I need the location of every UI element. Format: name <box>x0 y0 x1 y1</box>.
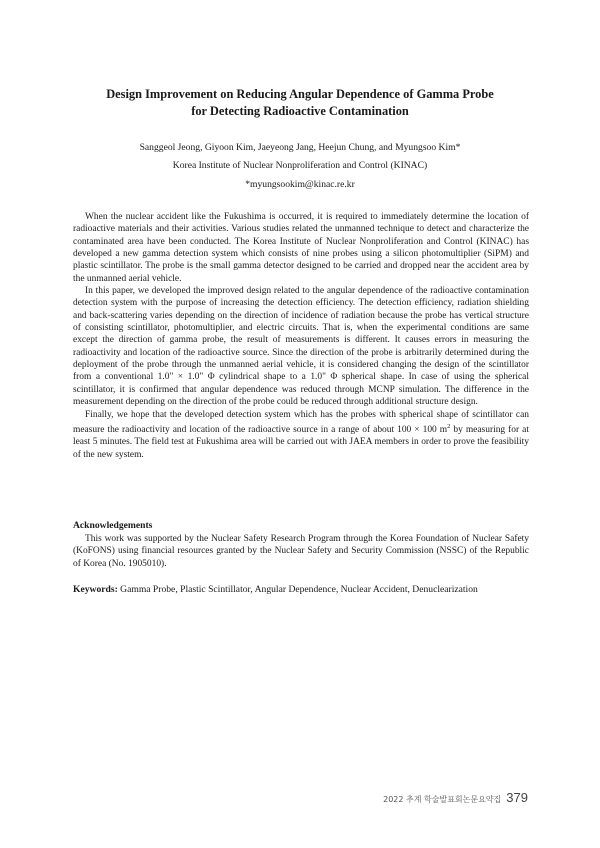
paragraph-3-text-before: Finally, we hope that the developed detection system which has the probes with spherical shape of scintillator can measure the radioactivity and location of the radioactive source in a range of about 100 × 100 m <box>73 409 529 435</box>
abstract-paragraph-1: When the nuclear accident like the Fukushima is occurred, it is required to immediately determine the location of radioactive materials and their activities. Various studies related the unmanned technique to detect and characterize the contaminated area have been conducted. The Korea Institute of Nuclear Nonproliferation and Control (KINAC) has developed a new gamma detection system which consists of nine probes using a silicon photomultiplier (SiPM) and plastic scintillator. The probe is the small gamma detector designed to be carried and dropped near the accident area by the unmanned aerial vehicle. <box>73 212 529 284</box>
abstract-paragraph-2: In this paper, we developed the improved design related to the angular dependence of the radioactive contamination detection system with the purpose of increasing the detection efficiency. The detection efficiency, radiation shielding and back-scattering varies depending on the direction of incidence of radiation because the probe has vertical structure of consisting scintillator, photomultiplier, and electric circuits. That is, when the experimental conditions are same except the direction of gamma probe, the result of measurements is different. It causes errors in measuring the radioactivity and location of the radioactive source. Since the direction of the probe is arbitrarily determined during the deployment of the probe through the unmanned aerial vehicle, it is considered changing the design of the scintillator from a conventional 1.0" × 1.0" Φ cylindrical shape to a 1.0" Φ spherical shape. In case of using the spherical scintillator, it is confirmed that angular dependence was reduced through MCNP simulation. The difference in the measurement depending on the direction of the probe could be reduced through additional structure design. <box>73 286 529 408</box>
acknowledgements-text: This work was supported by the Nuclear Safety Research Program through the Korea Foundation of Nuclear Safety (KoFONS) using financial resources granted by the Nuclear Safety and Security Commission (NSSC) of the Republic of Korea (No. 1905010). <box>73 534 529 569</box>
area-exponent: 2 <box>447 422 451 430</box>
keywords-line <box>73 584 543 595</box>
corresponding-email: *myungsookim@kinac.re.kr <box>245 179 355 190</box>
keywords-label: Keywords: <box>73 584 118 595</box>
paragraph-3-text-after: by measuring for at least 5 minutes. The field test at Fukushima area will be carried out with JAEA members in order to prove the feasibility of the new system. <box>73 424 529 460</box>
affiliation: Korea Institute of Nuclear Nonproliferation and Control (KINAC) <box>172 160 428 171</box>
title-line-2: for Detecting Radioactive Contamination <box>191 104 409 118</box>
author-list: Sanggeol Jeong, Giyoon Kim, Jaeyeong Jang, Heejun Chung, and Myungsoo Kim* <box>139 142 461 153</box>
abstract-body <box>73 211 529 461</box>
acknowledgements-heading: Acknowledgements <box>73 520 153 531</box>
paper-title <box>60 86 540 120</box>
proceedings-title: 2022 추계 학술발표회논문요약집 <box>383 795 502 804</box>
abstract-paragraph-3 <box>73 409 529 462</box>
keywords-text: Gamma Probe, Plastic Scintillator, Angular Dependence, Nuclear Accident, Denuclearization <box>117 584 478 595</box>
page-number: 379 <box>506 790 528 805</box>
page-footer <box>383 790 528 805</box>
title-line-1: Design Improvement on Reducing Angular Dependence of Gamma Probe <box>106 87 494 101</box>
